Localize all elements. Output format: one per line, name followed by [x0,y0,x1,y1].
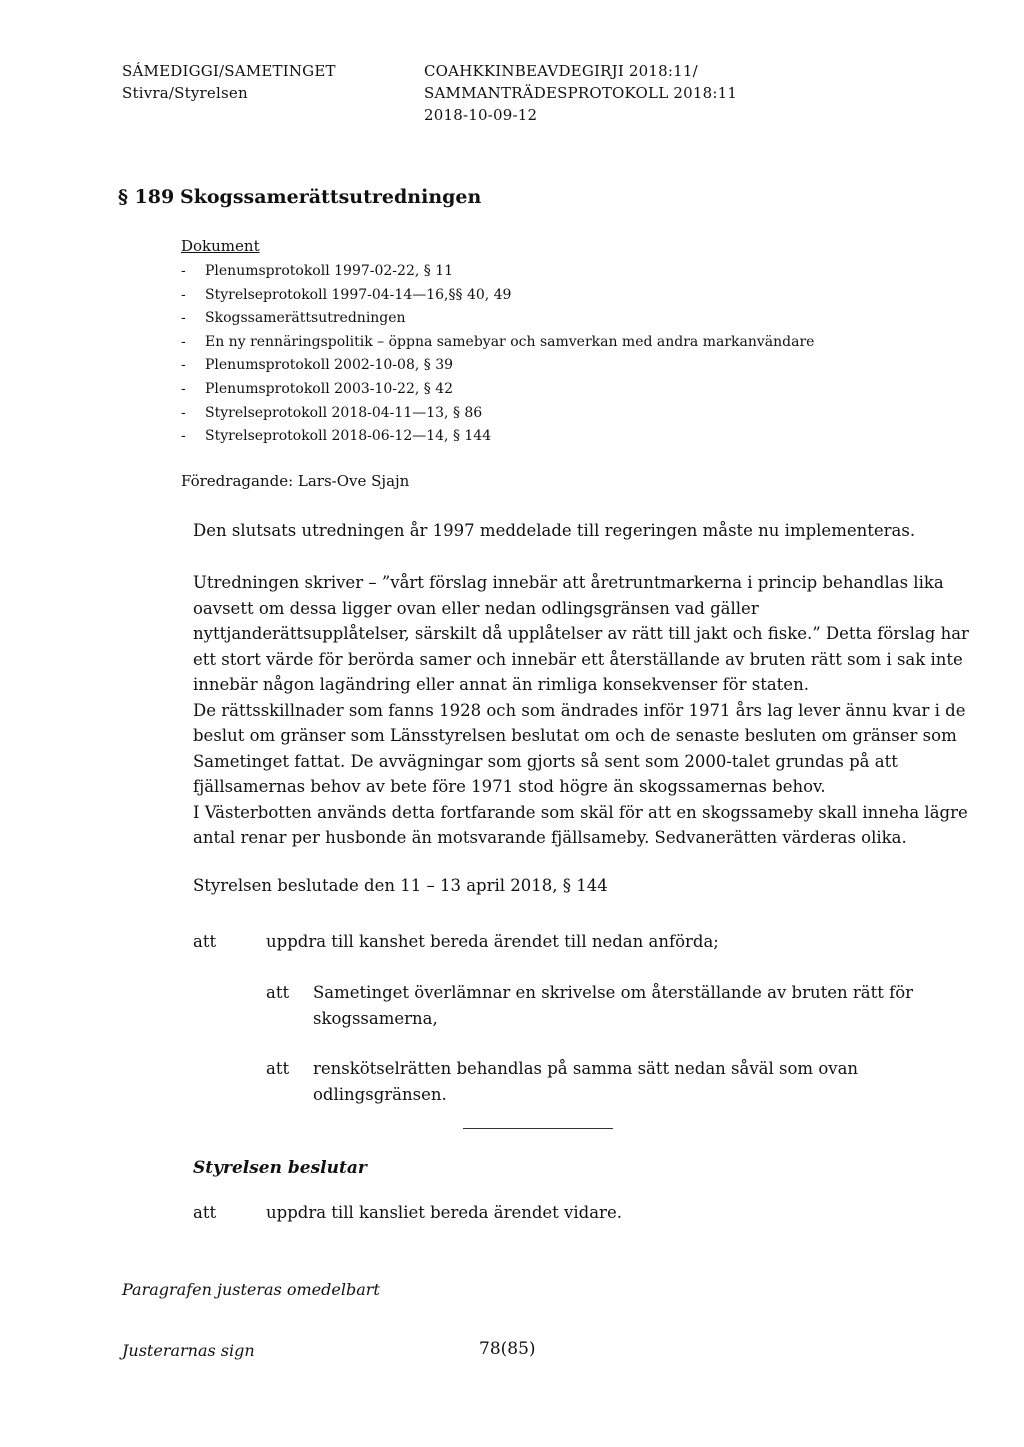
protocol-date: 2018-10-09-12 [424,106,538,124]
section-title: Skogssamerättsutredningen [180,186,482,208]
document-item: - Plenumsprotokoll 1997-02-22, § 11 [181,263,454,279]
att-label: att [193,1203,217,1222]
org-body: Stivra/Styrelsen [122,84,248,102]
presenter: Föredragande: Lars-Ove Sjajn [181,472,410,490]
document-item: - Styrelseprotokoll 2018-06-12—14, § 144 [181,428,492,445]
documents-list [181,260,814,449]
att-label: att [266,1059,290,1078]
clause-text: renskötselrätten behandlas på samma sätt nedan såväl som ovan odlingsgränsen. [313,1059,859,1104]
divider [463,1128,613,1129]
document-item: - En ny rennäringspolitik – öppna samebyar och samverkan med andra markanvändare [181,333,815,350]
org-name: SÁMEDIGGI/SAMETINGET [122,62,336,80]
att-label: att [193,932,217,951]
page-number: 78(85) [479,1339,536,1359]
clause-text: uppdra till kansliet bereda ärendet vidare. [266,1203,622,1222]
adjustment-note: Paragrafen justeras omedelbart [122,1280,380,1299]
document-item: - Plenumsprotokoll 2002-10-08, § 39 [181,357,454,374]
document-item: - Plenumsprotokoll 2003-10-22, § 42 [181,380,454,397]
protocol-title-sami: COAHKKINBEAVDEGIRJI 2018:11/ [424,62,698,80]
paragraph-part: Utredningen skriver – ”vårt förslag innebär att åretruntmarkerna i princip behandlas lika oavsett om dessa ligger ovan eller nedan odlingsgränsen vad gäller nyttjanderättsupplåtelser, särskilt då upplåtelser av rätt till jakt och fiske.” Detta förslag har ett stort värde för berörda samer och innebär ett återställande av bruten rätt som i sak inte innebär någon lagändring eller annat än rimliga konsekvenser för staten. [193,573,969,694]
document-item: - Styrelseprotokoll 1997-04-14—16,§§ 40, 49 [181,286,512,303]
paragraph-part: I Västerbotten används detta fortfarande som skäl för att en skogssameby skall inneha lägre antal renar per husbonde än motsvarande fjällsameby. Sedvanerätten värderas olika. [193,802,968,847]
section-number: § 189 [118,186,175,208]
clause-text: Sametinget överlämnar en skrivelse om återställande av bruten rätt för skogssamerna, [313,983,914,1028]
att-label: att [266,983,290,1002]
document-item: - Skogssamerättsutredningen [181,310,406,327]
decision-heading: Styrelsen beslutar [193,1158,367,1178]
previous-decision: Styrelsen beslutade den 11 – 13 april 2018, § 144 [193,876,608,895]
header-organization [122,60,336,104]
paragraph-part: De rättsskillnader som fanns 1928 och som ändrades inför 1971 års lag lever ännu kvar i de beslut om gränser som Länsstyrelsen beslutat om och de senaste besluten om gränser som Sametinget fattat. De avvägningar som gjorts så sent som 2000-talet grundas på att fjällsamernas behov av bete före 1971 stod högre än skogssamernas behov. [193,700,966,796]
paragraph-conclusion: Den slutsats utredningen år 1997 meddelade till regeringen måste nu implementeras. [193,521,916,540]
clause-text: uppdra till kanshet bereda ärendet till nedan anförda; [266,932,719,951]
paragraph-investigation [193,570,973,851]
protocol-title-swedish: SAMMANTRÄDESPROTOKOLL 2018:11 [424,84,738,102]
header-protocol [424,60,737,126]
documents-label: Dokument [181,237,260,255]
document-item: - Styrelseprotokoll 2018-04-11—13, § 86 [181,404,483,421]
signature-label: Justerarnas sign [122,1341,255,1360]
